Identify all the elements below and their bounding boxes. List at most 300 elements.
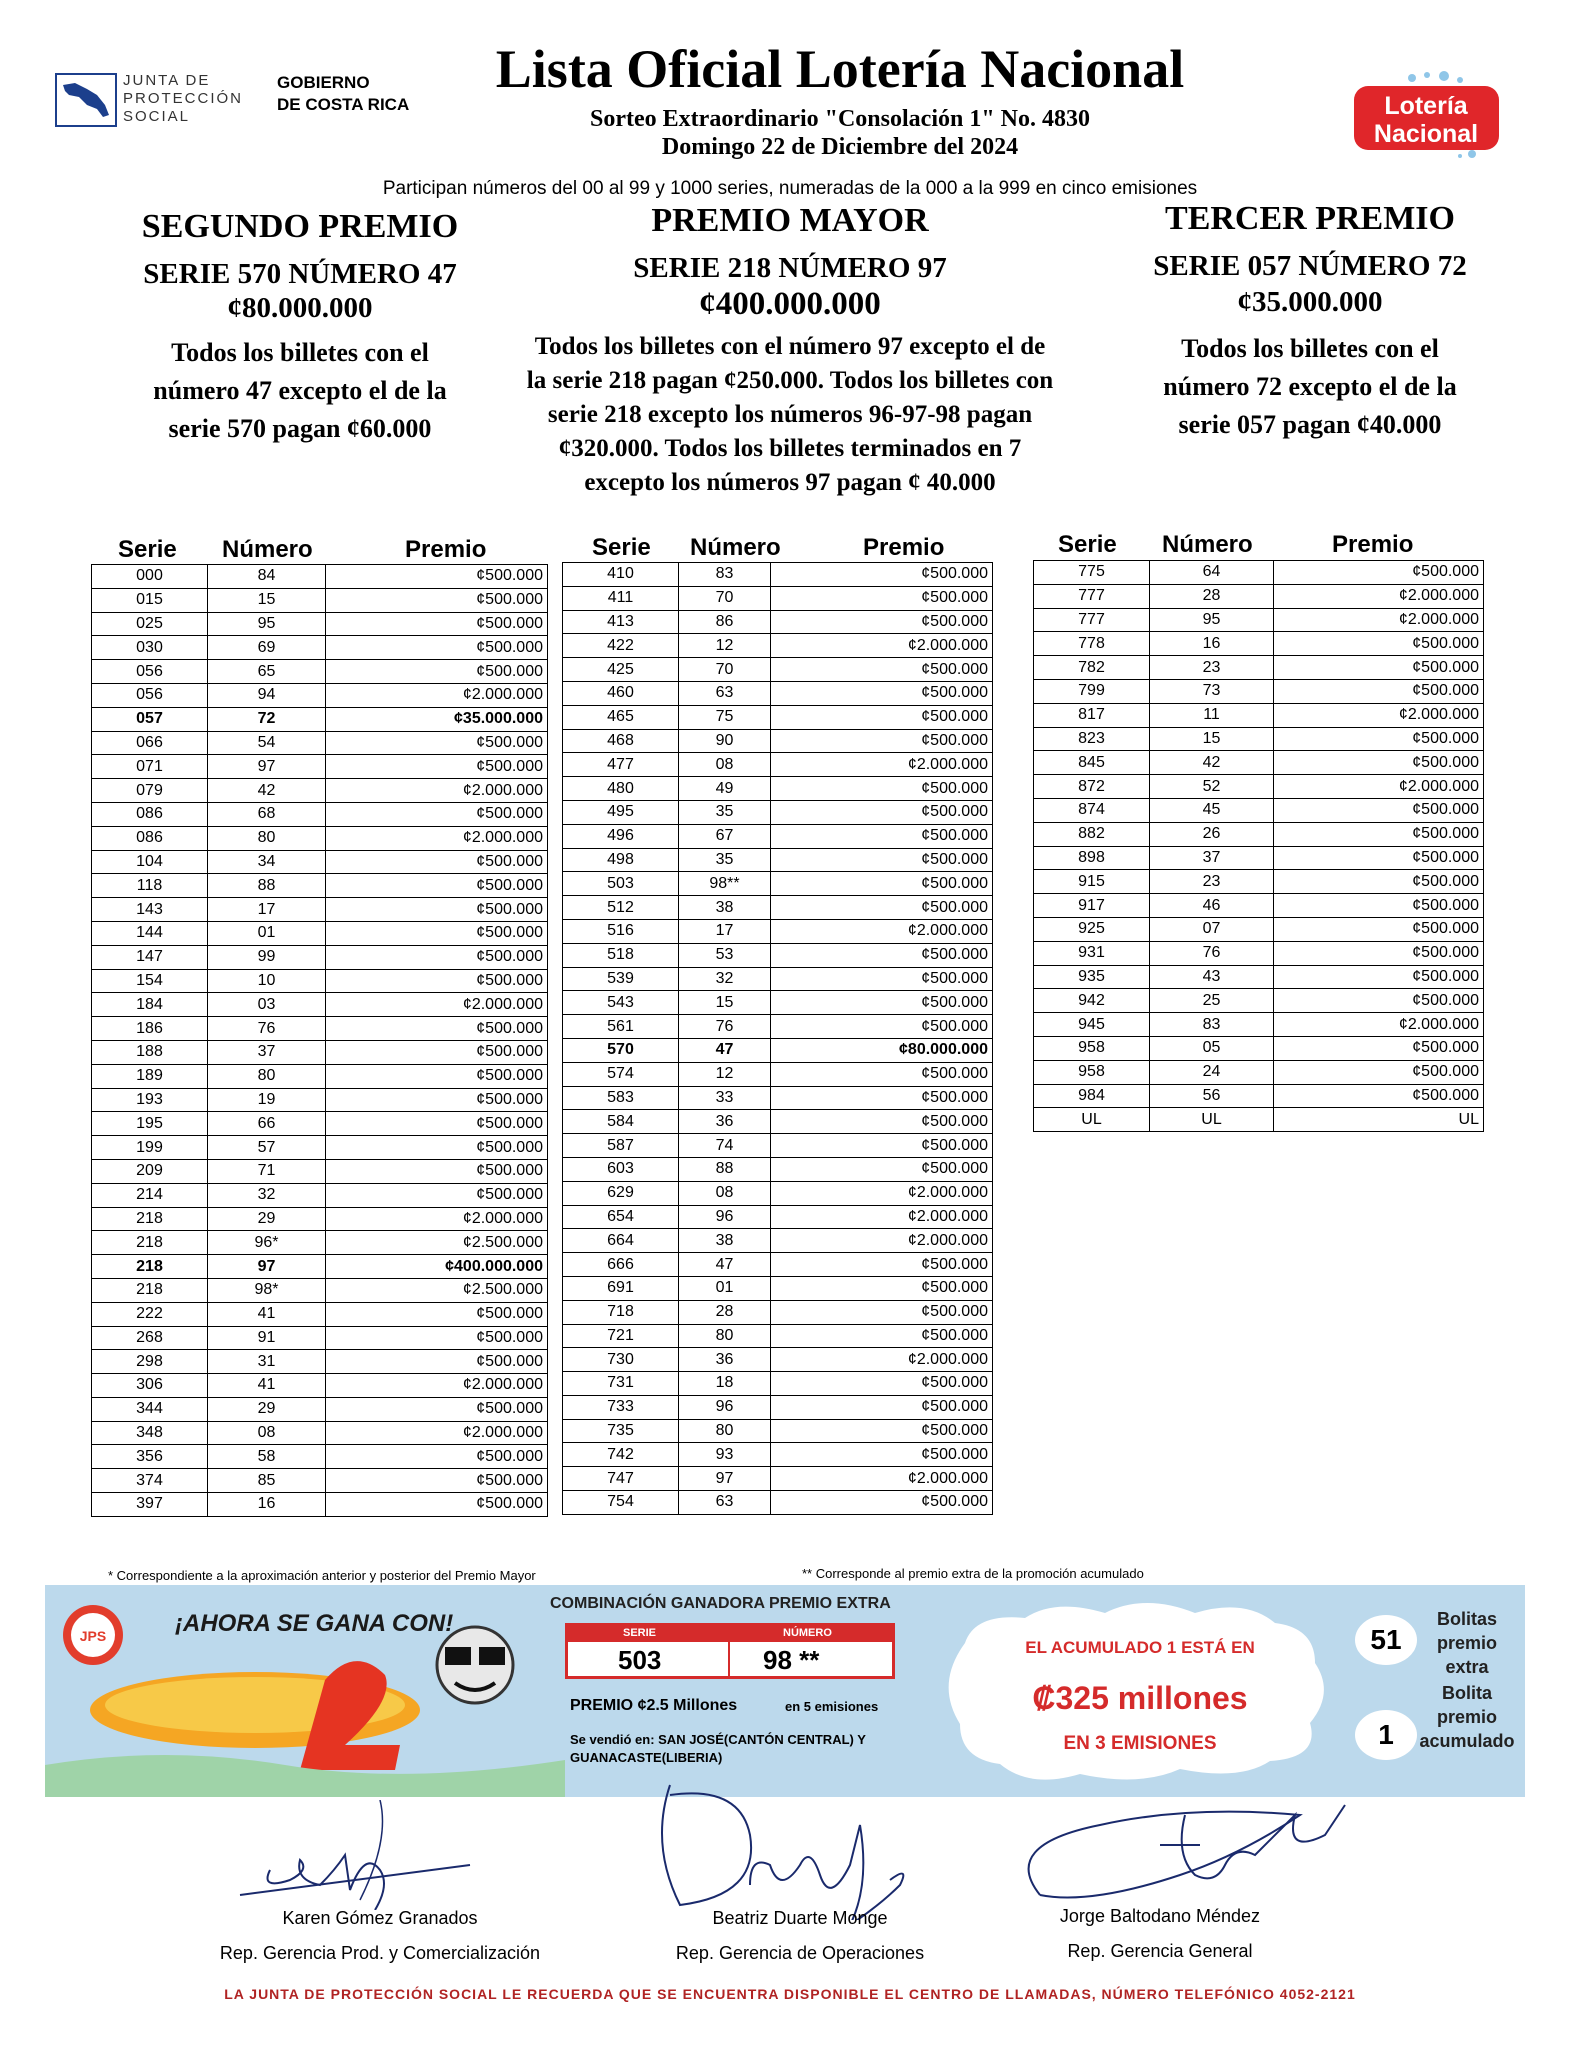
table-row [92, 731, 548, 755]
premio-cell: ¢500.000 [326, 1350, 548, 1374]
acumulado-line3: EN 3 EMISIONES [1063, 1733, 1217, 1754]
serie-cell: 777 [1034, 584, 1150, 608]
serie-cell: 214 [92, 1183, 208, 1207]
premio-cell: ¢500.000 [771, 1015, 993, 1039]
numero-cell: 10 [208, 969, 326, 993]
serie-cell: 754 [563, 1491, 679, 1515]
bolita-label-line: premio [1436, 1707, 1497, 1727]
numero-cell: 74 [679, 1134, 771, 1158]
premio-cell: ¢35.000.000 [326, 707, 548, 731]
premio-cell: ¢500.000 [326, 1112, 548, 1136]
premio-cell: ¢500.000 [1274, 1036, 1484, 1060]
table-row [1034, 798, 1484, 822]
premio-cell: ¢500.000 [771, 1157, 993, 1181]
numero-cell: 76 [208, 1017, 326, 1041]
numero-cell: 88 [208, 874, 326, 898]
numero-cell: 73 [1150, 679, 1274, 703]
combo-title: COMBINACIÓN GANADORA PREMIO EXTRA [550, 1595, 891, 1612]
premio-cell: ¢500.000 [771, 1062, 993, 1086]
numero-cell: 58 [208, 1445, 326, 1469]
gov-line: GOBIERNO [277, 73, 370, 92]
premio-cell: ¢500.000 [1274, 1060, 1484, 1084]
numero-cell: 29 [208, 1397, 326, 1421]
desc-line: Todos los billetes con el número 97 excepto el de [534, 333, 1046, 360]
numero-cell: 83 [679, 563, 771, 587]
table-row [92, 993, 548, 1017]
logo-line: Nacional [1373, 120, 1479, 148]
premio-cell: ¢2.000.000 [1274, 775, 1484, 799]
serie-cell: 143 [92, 898, 208, 922]
col-header-numero: Número [222, 536, 313, 563]
table-row [563, 800, 993, 824]
serie-cell: 344 [92, 1397, 208, 1421]
numero-cell: 08 [208, 1421, 326, 1445]
premio-cell: ¢500.000 [326, 1017, 548, 1041]
table-row [563, 1110, 993, 1134]
loteria-nacional-logo [1352, 70, 1502, 160]
serie-cell: 942 [1034, 989, 1150, 1013]
serie-cell: 882 [1034, 822, 1150, 846]
table-row [92, 1374, 548, 1398]
serie-value: 503 [618, 1645, 662, 1675]
premio-cell: ¢500.000 [326, 1493, 548, 1517]
premio-cell: ¢500.000 [771, 1372, 993, 1396]
serie-cell: 742 [563, 1443, 679, 1467]
serie-cell: 422 [563, 634, 679, 658]
premio-cell: ¢500.000 [771, 800, 993, 824]
serie-cell: 079 [92, 779, 208, 803]
numero-cell: 96 [679, 1205, 771, 1229]
numero-cell: 42 [208, 779, 326, 803]
numero-cell: 43 [1150, 965, 1274, 989]
bolita-acumulado-count: 1 [1355, 1710, 1417, 1760]
costa-rica-map-icon [55, 73, 117, 127]
numero-cell: 01 [208, 921, 326, 945]
table-row [92, 802, 548, 826]
desc-line: ¢320.000. Todos los billetes terminados en 7 [558, 435, 1022, 462]
table-row [1034, 1060, 1484, 1084]
serie-cell: 915 [1034, 870, 1150, 894]
numero-cell: 93 [679, 1443, 771, 1467]
serie-cell: 268 [92, 1326, 208, 1350]
numero-cell: 67 [679, 824, 771, 848]
acumulado-line1: EL ACUMULADO 1 ESTÁ EN [1025, 1638, 1255, 1657]
serie-cell: 104 [92, 850, 208, 874]
table-row [1034, 965, 1484, 989]
numero-cell: 33 [679, 1086, 771, 1110]
serie-cell: 057 [92, 707, 208, 731]
numero-cell: 32 [208, 1183, 326, 1207]
signature-name: Karen Gómez Granados [282, 1908, 478, 1928]
table-row [563, 658, 993, 682]
signature-role: Rep. Gerencia Prod. y Comercialización [219, 1943, 541, 1963]
tercer-premio-amount: ¢35.000.000 [1237, 286, 1383, 318]
table-row [563, 586, 993, 610]
serie-cell: 397 [92, 1493, 208, 1517]
premio-cell: ¢500.000 [1274, 894, 1484, 918]
premio-cell: ¢500.000 [771, 1324, 993, 1348]
numero-cell: 71 [208, 1159, 326, 1183]
numero-cell: 53 [679, 943, 771, 967]
serie-cell: 188 [92, 1040, 208, 1064]
serie-cell: 374 [92, 1469, 208, 1493]
numero-cell: 80 [208, 1064, 326, 1088]
premio-cell: ¢2.000.000 [771, 1181, 993, 1205]
premio-mayor-description [480, 330, 1100, 500]
numero-cell: 68 [208, 802, 326, 826]
premio-cell: ¢500.000 [326, 945, 548, 969]
footnote-aproximacion: * Correspondiente a la aproximación anterior y posterior del Premio Mayor [108, 1568, 536, 1583]
numero-cell: 28 [1150, 584, 1274, 608]
serie-cell: 561 [563, 1015, 679, 1039]
numero-cell: 41 [208, 1374, 326, 1398]
table-row [92, 707, 548, 731]
table-row [92, 612, 548, 636]
serie-cell: 733 [563, 1395, 679, 1419]
col-header-premio: Premio [405, 536, 487, 563]
table-row [92, 945, 548, 969]
serie-cell: 731 [563, 1372, 679, 1396]
table-row [92, 683, 548, 707]
serie-cell: 000 [92, 565, 208, 589]
table-row [92, 921, 548, 945]
table-row [1034, 608, 1484, 632]
premio-cell: ¢500.000 [326, 755, 548, 779]
numero-cell: 84 [208, 565, 326, 589]
serie-cell: 782 [1034, 656, 1150, 680]
serie-cell: 823 [1034, 727, 1150, 751]
numero-cell: 35 [679, 848, 771, 872]
premio-cell: ¢500.000 [1274, 751, 1484, 775]
table-row [563, 705, 993, 729]
premio-mayor-amount: ¢400.000.000 [699, 286, 881, 322]
signature-beatriz [650, 1775, 910, 1920]
serie-cell: 356 [92, 1445, 208, 1469]
premio-cell: ¢500.000 [771, 967, 993, 991]
numero-cell: 38 [679, 896, 771, 920]
signature-name: Beatriz Duarte Monge [712, 1908, 888, 1928]
results-table-2 [562, 562, 993, 1515]
table-row [563, 1015, 993, 1039]
numero-cell: 52 [1150, 775, 1274, 799]
svg-text:JPS: JPS [79, 1628, 107, 1644]
table-row [563, 563, 993, 587]
premio-cell: ¢500.000 [326, 921, 548, 945]
table-row [563, 919, 993, 943]
table-row [92, 969, 548, 993]
table-row [92, 1183, 548, 1207]
premio-cell: ¢500.000 [326, 850, 548, 874]
government-label [277, 72, 409, 116]
premio-cell: ¢2.000.000 [771, 753, 993, 777]
serie-cell: 218 [92, 1278, 208, 1302]
table-row [92, 1136, 548, 1160]
serie-cell: 056 [92, 660, 208, 684]
table-row [92, 826, 548, 850]
numero-cell: UL [1150, 1108, 1274, 1132]
premio-cell: ¢500.000 [1274, 941, 1484, 965]
table-row [92, 755, 548, 779]
serie-cell: 664 [563, 1229, 679, 1253]
premio-cell: ¢500.000 [326, 1302, 548, 1326]
numero-cell: 66 [208, 1112, 326, 1136]
premio-cell: ¢500.000 [1274, 561, 1484, 585]
serie-cell: 030 [92, 636, 208, 660]
table-row [563, 681, 993, 705]
table-row [563, 1181, 993, 1205]
table-row [563, 777, 993, 801]
table-row [1034, 775, 1484, 799]
premio-cell: ¢500.000 [1274, 656, 1484, 680]
desc-line: serie 570 pagan ¢60.000 [168, 414, 432, 443]
serie-cell: 898 [1034, 846, 1150, 870]
table-row [563, 634, 993, 658]
table-row [92, 1255, 548, 1279]
serie-cell: 199 [92, 1136, 208, 1160]
numero-value: 98 ** [763, 1645, 820, 1675]
numero-cell: 90 [679, 729, 771, 753]
serie-cell: 465 [563, 705, 679, 729]
numero-cell: 08 [679, 753, 771, 777]
serie-cell: 629 [563, 1181, 679, 1205]
serie-cell: 425 [563, 658, 679, 682]
col-header-premio: Premio [1332, 531, 1414, 558]
table-row [563, 1395, 993, 1419]
premio-cell: ¢2.000.000 [326, 1207, 548, 1231]
segundo-premio-serie: SERIE 570 NÚMERO 47 [143, 258, 457, 290]
bolita-label-line: acumulado [1419, 1731, 1515, 1751]
premio-cell: ¢500.000 [326, 1326, 548, 1350]
premio-cell: ¢500.000 [771, 586, 993, 610]
acumulado-banner [45, 1585, 1525, 1797]
draw-name: Sorteo Extraordinario "Consolación 1" No. 4830 [590, 106, 1090, 132]
premio-cell: ¢500.000 [326, 1397, 548, 1421]
premio-cell: ¢2.000.000 [771, 634, 993, 658]
numero-cell: 16 [1150, 632, 1274, 656]
logo-line: Lotería [1384, 92, 1468, 120]
premio-cell: ¢500.000 [771, 991, 993, 1015]
premio-cell: ¢500.000 [771, 1110, 993, 1134]
premio-cell: ¢2.000.000 [326, 826, 548, 850]
numero-cell: 42 [1150, 751, 1274, 775]
serie-cell: 654 [563, 1205, 679, 1229]
serie-cell: 777 [1034, 608, 1150, 632]
numero-cell: 72 [208, 707, 326, 731]
serie-cell: 691 [563, 1276, 679, 1300]
premio-mayor-heading: PREMIO MAYOR [651, 202, 929, 239]
serie-cell: 306 [92, 1374, 208, 1398]
serie-cell: 817 [1034, 703, 1150, 727]
premio-cell: ¢500.000 [771, 943, 993, 967]
numero-cell: 28 [679, 1300, 771, 1324]
numero-cell: 23 [1150, 656, 1274, 680]
premio-cell: ¢500.000 [1274, 965, 1484, 989]
numero-cell: 80 [679, 1324, 771, 1348]
serie-cell: 935 [1034, 965, 1150, 989]
serie-cell: 218 [92, 1255, 208, 1279]
bolita-acumulado-label [1412, 1681, 1522, 1753]
table-row [1034, 989, 1484, 1013]
numero-cell: 37 [208, 1040, 326, 1064]
serie-cell: 958 [1034, 1060, 1150, 1084]
signature-karen [230, 1800, 480, 1910]
acumulado-amount: ₡325 millones [1032, 1680, 1248, 1716]
serie-cell: 778 [1034, 632, 1150, 656]
tercer-premio-description [1080, 330, 1540, 444]
numero-cell: 63 [679, 1491, 771, 1515]
serie-cell: 118 [92, 874, 208, 898]
numero-cell: 26 [1150, 822, 1274, 846]
numero-cell: 49 [679, 777, 771, 801]
signature-role: Rep. Gerencia de Operaciones [675, 1943, 925, 1963]
table-row [1034, 751, 1484, 775]
table-row [563, 824, 993, 848]
table-row [563, 1348, 993, 1372]
col-header-numero: Número [690, 534, 781, 561]
premio-cell: ¢500.000 [771, 1086, 993, 1110]
table-row [1034, 584, 1484, 608]
table-row [92, 874, 548, 898]
table-row [92, 1112, 548, 1136]
signature-jorge [1020, 1795, 1400, 1915]
table-row [92, 1064, 548, 1088]
jps-logo [55, 70, 260, 132]
tercer-premio-heading: TERCER PREMIO [1165, 200, 1455, 237]
table-row [92, 588, 548, 612]
premio-cell: ¢500.000 [771, 1276, 993, 1300]
table-row [563, 1229, 993, 1253]
footnote-premio-extra: ** Corresponde al premio extra de la promoción acumulado [802, 1566, 1144, 1581]
premio-cell: ¢500.000 [326, 1445, 548, 1469]
numero-cell: 01 [679, 1276, 771, 1300]
gov-line: DE COSTA RICA [277, 95, 410, 114]
table-row [92, 1302, 548, 1326]
premio-cell: ¢500.000 [326, 565, 548, 589]
numero-cell: 94 [208, 683, 326, 707]
col-header-serie: Serie [592, 534, 651, 561]
bolita-label-line: extra [1445, 1657, 1489, 1677]
premio-cell: ¢500.000 [326, 660, 548, 684]
serie-cell: 218 [92, 1231, 208, 1255]
numero-cell: 03 [208, 993, 326, 1017]
serie-cell: 460 [563, 681, 679, 705]
bolitas-extra-label [1427, 1607, 1507, 1679]
numero-cell: 12 [679, 1062, 771, 1086]
serie-cell: 516 [563, 919, 679, 943]
serie-cell: 512 [563, 896, 679, 920]
table-row [92, 1231, 548, 1255]
serie-cell: 775 [1034, 561, 1150, 585]
serie-cell: 477 [563, 753, 679, 777]
table-row [563, 967, 993, 991]
results-table-3 [1033, 560, 1484, 1132]
table-row [563, 1372, 993, 1396]
table-row [92, 1421, 548, 1445]
desc-line: número 72 excepto el de la [1163, 372, 1457, 401]
numero-cell: 54 [208, 731, 326, 755]
premio-cell: ¢500.000 [771, 1443, 993, 1467]
serie-cell: 735 [563, 1419, 679, 1443]
serie-cell: 721 [563, 1324, 679, 1348]
serie-cell: 468 [563, 729, 679, 753]
premio-cell: ¢2.000.000 [771, 1467, 993, 1491]
table-row [563, 872, 993, 896]
numero-cell: 80 [679, 1419, 771, 1443]
desc-line: Todos los billetes con el [1181, 334, 1439, 363]
numero-cell: 76 [1150, 941, 1274, 965]
serie-cell: 666 [563, 1253, 679, 1277]
col-header-numero: Número [1162, 531, 1253, 558]
numero-cell: 29 [208, 1207, 326, 1231]
table-row [92, 636, 548, 660]
premio-cell: ¢2.000.000 [1274, 608, 1484, 632]
numero-cell: 97 [679, 1467, 771, 1491]
numero-cell: 98* [208, 1278, 326, 1302]
premio-cell: ¢500.000 [1274, 679, 1484, 703]
numero-cell: 95 [208, 612, 326, 636]
numero-cell: 25 [1150, 989, 1274, 1013]
serie-cell: 570 [563, 1038, 679, 1062]
segundo-premio-description [60, 334, 540, 448]
premio-cell: ¢500.000 [1274, 822, 1484, 846]
numero-cell: 15 [1150, 727, 1274, 751]
table-row [563, 1205, 993, 1229]
numero-cell: 32 [679, 967, 771, 991]
table-row [92, 1397, 548, 1421]
premio-cell: ¢2.500.000 [326, 1278, 548, 1302]
premio-cell: ¢80.000.000 [771, 1038, 993, 1062]
sold-location: Se vendió en: SAN JOSÉ(CANTÓN CENTRAL) Y GUANACASTE(LIBERIA) [570, 1732, 866, 1765]
numero-cell: 80 [208, 826, 326, 850]
serie-cell: 845 [1034, 751, 1150, 775]
segundo-premio-heading: SEGUNDO PREMIO [141, 208, 459, 245]
premio-cell: ¢500.000 [326, 1183, 548, 1207]
premio-cell: ¢500.000 [771, 1253, 993, 1277]
serie-cell: 945 [1034, 1013, 1150, 1037]
premio-cell: ¢500.000 [326, 898, 548, 922]
serie-cell: 086 [92, 802, 208, 826]
numero-cell: 95 [1150, 608, 1274, 632]
serie-cell: 917 [1034, 894, 1150, 918]
serie-cell: 147 [92, 945, 208, 969]
table-row [1034, 656, 1484, 680]
table-row [1034, 846, 1484, 870]
serie-cell: 730 [563, 1348, 679, 1372]
premio-cell: ¢500.000 [326, 588, 548, 612]
table-row [92, 660, 548, 684]
serie-cell: 184 [92, 993, 208, 1017]
table-row [563, 991, 993, 1015]
table-row [92, 1040, 548, 1064]
premio-cell: ¢500.000 [326, 874, 548, 898]
numero-cell: 17 [679, 919, 771, 943]
serie-cell: 066 [92, 731, 208, 755]
table-row [1034, 679, 1484, 703]
ahora-se-gana-label: ¡AHORA SE GANA CON! [175, 1610, 454, 1637]
serie-cell: 503 [563, 872, 679, 896]
numero-cell: 64 [1150, 561, 1274, 585]
table-row [92, 1350, 548, 1374]
table-row [92, 1017, 548, 1041]
premio-cell: ¢2.000.000 [1274, 584, 1484, 608]
premio-cell: ¢2.000.000 [771, 1205, 993, 1229]
serie-cell: 984 [1034, 1084, 1150, 1108]
numero-cell: 70 [679, 658, 771, 682]
premio-cell: ¢500.000 [326, 1064, 548, 1088]
premio-cell: ¢500.000 [326, 802, 548, 826]
numero-cell: 36 [679, 1348, 771, 1372]
numero-cell: 46 [1150, 894, 1274, 918]
